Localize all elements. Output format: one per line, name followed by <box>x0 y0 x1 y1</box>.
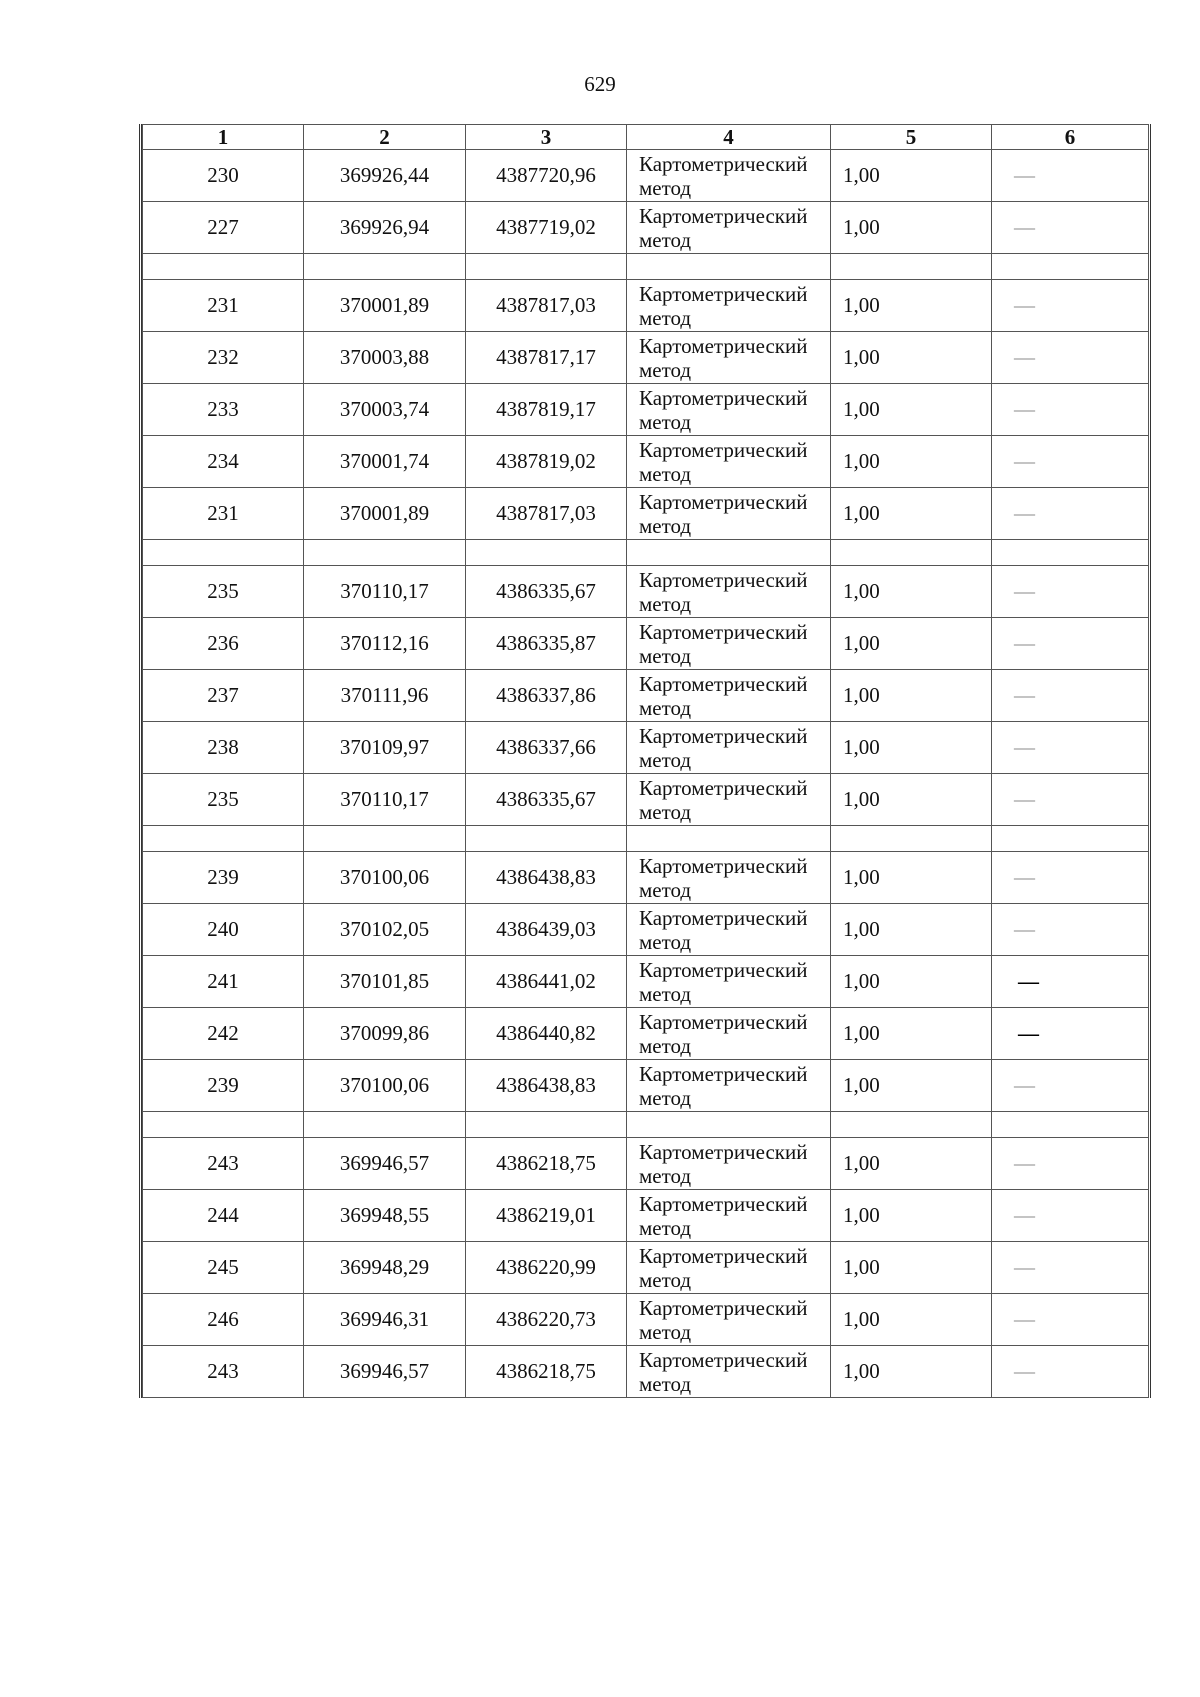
method-line-1: Картометрический <box>639 489 808 514</box>
coordinates-table-wrapper <box>139 124 1151 1398</box>
method-cell <box>627 566 831 618</box>
y-coordinate-cell: 4386337,66 <box>466 722 627 774</box>
x-coordinate-cell: 370001,89 <box>304 280 466 332</box>
accuracy-cell: 1,00 <box>831 150 992 202</box>
empty-cell <box>992 1112 1149 1138</box>
accuracy-cell: 1,00 <box>831 384 992 436</box>
x-coordinate-cell: 369926,94 <box>304 202 466 254</box>
spacer-row <box>143 254 1149 280</box>
note-cell: — <box>992 670 1149 722</box>
method-cell <box>627 618 831 670</box>
method-cell <box>627 1294 831 1346</box>
empty-cell <box>143 254 304 280</box>
table-body <box>143 150 1149 1398</box>
spacer-row <box>143 1112 1149 1138</box>
method-cell <box>627 1190 831 1242</box>
note-cell: — <box>992 566 1149 618</box>
table-row <box>143 1138 1149 1190</box>
method-cell <box>627 670 831 722</box>
x-coordinate-cell: 370111,96 <box>304 670 466 722</box>
method-line-1: Картометрический <box>639 1139 808 1164</box>
empty-cell <box>992 540 1149 566</box>
method-cell <box>627 436 831 488</box>
method-cell <box>627 280 831 332</box>
method-line-1: Картометрический <box>639 203 808 228</box>
y-coordinate-cell: 4386220,73 <box>466 1294 627 1346</box>
method-line-2: метод <box>639 929 692 954</box>
table-row <box>143 774 1149 826</box>
method-line-2: метод <box>639 409 692 434</box>
method-line-1: Картометрический <box>639 1191 808 1216</box>
y-coordinate-cell: 4386337,86 <box>466 670 627 722</box>
coordinates-table <box>142 124 1149 1398</box>
method-line-2: метод <box>639 1033 692 1058</box>
table-row <box>143 1190 1149 1242</box>
empty-cell <box>466 1112 627 1138</box>
x-coordinate-cell: 370100,06 <box>304 1060 466 1112</box>
empty-cell <box>831 826 992 852</box>
note-cell: — <box>992 1190 1149 1242</box>
note-cell: — <box>992 852 1149 904</box>
page-number: 629 <box>584 72 616 96</box>
method-line-2: метод <box>639 591 692 616</box>
method-cell <box>627 384 831 436</box>
point-number-cell: 239 <box>143 852 304 904</box>
accuracy-cell: 1,00 <box>831 488 992 540</box>
accuracy-cell: 1,00 <box>831 670 992 722</box>
table-row <box>143 1346 1149 1398</box>
point-number-cell: 243 <box>143 1346 304 1398</box>
method-cell <box>627 332 831 384</box>
method-line-2: метод <box>639 643 692 668</box>
accuracy-cell: 1,00 <box>831 722 992 774</box>
empty-cell <box>992 826 1149 852</box>
spacer-row <box>143 540 1149 566</box>
method-line-2: метод <box>639 1085 692 1110</box>
point-number-cell: 238 <box>143 722 304 774</box>
method-line-2: метод <box>639 799 692 824</box>
note-cell: — <box>992 1138 1149 1190</box>
y-coordinate-cell: 4387720,96 <box>466 150 627 202</box>
method-line-2: метод <box>639 981 692 1006</box>
header-cell: 4 <box>627 125 831 150</box>
accuracy-cell: 1,00 <box>831 852 992 904</box>
note-cell: — <box>992 1294 1149 1346</box>
table-row <box>143 722 1149 774</box>
point-number-cell: 239 <box>143 1060 304 1112</box>
table-row <box>143 488 1149 540</box>
method-line-1: Картометрический <box>639 385 808 410</box>
accuracy-cell: 1,00 <box>831 1346 992 1398</box>
method-line-2: метод <box>639 305 692 330</box>
method-cell <box>627 1008 831 1060</box>
point-number-cell: 234 <box>143 436 304 488</box>
accuracy-cell: 1,00 <box>831 436 992 488</box>
y-coordinate-cell: 4386220,99 <box>466 1242 627 1294</box>
method-line-1: Картометрический <box>639 1009 808 1034</box>
header-cell: 2 <box>304 125 466 150</box>
x-coordinate-cell: 370102,05 <box>304 904 466 956</box>
empty-cell <box>304 540 466 566</box>
x-coordinate-cell: 369948,55 <box>304 1190 466 1242</box>
point-number-cell: 231 <box>143 488 304 540</box>
method-cell <box>627 852 831 904</box>
empty-cell <box>304 826 466 852</box>
method-line-2: метод <box>639 1371 692 1396</box>
y-coordinate-cell: 4386441,02 <box>466 956 627 1008</box>
method-cell <box>627 774 831 826</box>
point-number-cell: 235 <box>143 774 304 826</box>
note-cell: — <box>992 1242 1149 1294</box>
table-row <box>143 332 1149 384</box>
table-row <box>143 670 1149 722</box>
empty-cell <box>304 254 466 280</box>
point-number-cell: 231 <box>143 280 304 332</box>
method-line-1: Картометрический <box>639 905 808 930</box>
note-cell: — <box>992 956 1149 1008</box>
y-coordinate-cell: 4386440,82 <box>466 1008 627 1060</box>
note-cell: — <box>992 332 1149 384</box>
accuracy-cell: 1,00 <box>831 1060 992 1112</box>
empty-cell <box>627 254 831 280</box>
note-cell: — <box>992 1008 1149 1060</box>
method-line-2: метод <box>639 1215 692 1240</box>
x-coordinate-cell: 370101,85 <box>304 956 466 1008</box>
empty-cell <box>831 540 992 566</box>
x-coordinate-cell: 369946,31 <box>304 1294 466 1346</box>
note-cell: — <box>992 384 1149 436</box>
y-coordinate-cell: 4386335,87 <box>466 618 627 670</box>
table-row <box>143 618 1149 670</box>
table-row <box>143 566 1149 618</box>
point-number-cell: 236 <box>143 618 304 670</box>
note-cell: — <box>992 1346 1149 1398</box>
header-cell: 3 <box>466 125 627 150</box>
empty-cell <box>466 254 627 280</box>
table-row <box>143 1008 1149 1060</box>
note-cell: — <box>992 280 1149 332</box>
point-number-cell: 241 <box>143 956 304 1008</box>
y-coordinate-cell: 4386439,03 <box>466 904 627 956</box>
x-coordinate-cell: 370100,06 <box>304 852 466 904</box>
method-cell <box>627 1138 831 1190</box>
x-coordinate-cell: 369948,29 <box>304 1242 466 1294</box>
x-coordinate-cell: 370110,17 <box>304 566 466 618</box>
method-line-1: Картометрический <box>639 853 808 878</box>
note-cell: — <box>992 202 1149 254</box>
x-coordinate-cell: 369946,57 <box>304 1346 466 1398</box>
empty-cell <box>143 1112 304 1138</box>
spacer-row <box>143 826 1149 852</box>
empty-cell <box>466 540 627 566</box>
accuracy-cell: 1,00 <box>831 774 992 826</box>
method-line-2: метод <box>639 357 692 382</box>
method-cell <box>627 1346 831 1398</box>
empty-cell <box>627 1112 831 1138</box>
y-coordinate-cell: 4387817,17 <box>466 332 627 384</box>
point-number-cell: 237 <box>143 670 304 722</box>
point-number-cell: 240 <box>143 904 304 956</box>
method-cell <box>627 150 831 202</box>
method-line-2: метод <box>639 1319 692 1344</box>
method-line-2: метод <box>639 695 692 720</box>
method-line-1: Картометрический <box>639 957 808 982</box>
method-line-2: метод <box>639 1267 692 1292</box>
x-coordinate-cell: 369926,44 <box>304 150 466 202</box>
point-number-cell: 233 <box>143 384 304 436</box>
method-line-1: Картометрический <box>639 775 808 800</box>
method-line-1: Картометрический <box>639 151 808 176</box>
method-line-2: метод <box>639 227 692 252</box>
accuracy-cell: 1,00 <box>831 1294 992 1346</box>
y-coordinate-cell: 4386218,75 <box>466 1346 627 1398</box>
accuracy-cell: 1,00 <box>831 332 992 384</box>
method-cell <box>627 956 831 1008</box>
table-row <box>143 202 1149 254</box>
table-row <box>143 1242 1149 1294</box>
y-coordinate-cell: 4386218,75 <box>466 1138 627 1190</box>
empty-cell <box>627 826 831 852</box>
method-line-1: Картометрический <box>639 619 808 644</box>
note-cell: — <box>992 904 1149 956</box>
accuracy-cell: 1,00 <box>831 280 992 332</box>
table-row <box>143 150 1149 202</box>
point-number-cell: 246 <box>143 1294 304 1346</box>
y-coordinate-cell: 4386335,67 <box>466 774 627 826</box>
y-coordinate-cell: 4386335,67 <box>466 566 627 618</box>
table-row <box>143 1060 1149 1112</box>
accuracy-cell: 1,00 <box>831 956 992 1008</box>
accuracy-cell: 1,00 <box>831 618 992 670</box>
method-line-1: Картометрический <box>639 437 808 462</box>
y-coordinate-cell: 4387819,17 <box>466 384 627 436</box>
x-coordinate-cell: 370001,74 <box>304 436 466 488</box>
method-line-2: метод <box>639 877 692 902</box>
method-cell <box>627 1060 831 1112</box>
x-coordinate-cell: 369946,57 <box>304 1138 466 1190</box>
point-number-cell: 230 <box>143 150 304 202</box>
y-coordinate-cell: 4387817,03 <box>466 280 627 332</box>
accuracy-cell: 1,00 <box>831 1008 992 1060</box>
accuracy-cell: 1,00 <box>831 202 992 254</box>
accuracy-cell: 1,00 <box>831 1242 992 1294</box>
table-row <box>143 956 1149 1008</box>
empty-cell <box>143 540 304 566</box>
method-cell <box>627 904 831 956</box>
method-line-2: метод <box>639 175 692 200</box>
method-cell <box>627 1242 831 1294</box>
x-coordinate-cell: 370110,17 <box>304 774 466 826</box>
accuracy-cell: 1,00 <box>831 566 992 618</box>
header-cell: 5 <box>831 125 992 150</box>
y-coordinate-cell: 4386438,83 <box>466 852 627 904</box>
header-row <box>143 125 1149 150</box>
empty-cell <box>143 826 304 852</box>
empty-cell <box>466 826 627 852</box>
point-number-cell: 242 <box>143 1008 304 1060</box>
y-coordinate-cell: 4386219,01 <box>466 1190 627 1242</box>
method-line-1: Картометрический <box>639 567 808 592</box>
empty-cell <box>831 1112 992 1138</box>
x-coordinate-cell: 370003,88 <box>304 332 466 384</box>
table-row <box>143 852 1149 904</box>
table-row <box>143 1294 1149 1346</box>
point-number-cell: 245 <box>143 1242 304 1294</box>
x-coordinate-cell: 370001,89 <box>304 488 466 540</box>
x-coordinate-cell: 370099,86 <box>304 1008 466 1060</box>
empty-cell <box>627 540 831 566</box>
method-line-2: метод <box>639 747 692 772</box>
y-coordinate-cell: 4387819,02 <box>466 436 627 488</box>
method-line-1: Картометрический <box>639 1295 808 1320</box>
note-cell: — <box>992 1060 1149 1112</box>
table-row <box>143 280 1149 332</box>
table-row <box>143 904 1149 956</box>
y-coordinate-cell: 4387719,02 <box>466 202 627 254</box>
x-coordinate-cell: 370112,16 <box>304 618 466 670</box>
point-number-cell: 235 <box>143 566 304 618</box>
method-line-1: Картометрический <box>639 1243 808 1268</box>
method-cell <box>627 488 831 540</box>
method-line-2: метод <box>639 513 692 538</box>
method-cell <box>627 722 831 774</box>
method-line-1: Картометрический <box>639 1061 808 1086</box>
point-number-cell: 244 <box>143 1190 304 1242</box>
x-coordinate-cell: 370003,74 <box>304 384 466 436</box>
point-number-cell: 227 <box>143 202 304 254</box>
empty-cell <box>304 1112 466 1138</box>
method-line-1: Картометрический <box>639 723 808 748</box>
accuracy-cell: 1,00 <box>831 1138 992 1190</box>
note-cell: — <box>992 488 1149 540</box>
table-row <box>143 384 1149 436</box>
x-coordinate-cell: 370109,97 <box>304 722 466 774</box>
y-coordinate-cell: 4387817,03 <box>466 488 627 540</box>
method-line-1: Картометрический <box>639 281 808 306</box>
note-cell: — <box>992 774 1149 826</box>
note-cell: — <box>992 618 1149 670</box>
accuracy-cell: 1,00 <box>831 1190 992 1242</box>
note-cell: — <box>992 150 1149 202</box>
method-line-2: метод <box>639 1163 692 1188</box>
note-cell: — <box>992 436 1149 488</box>
method-line-1: Картометрический <box>639 1347 808 1372</box>
method-line-1: Картометрический <box>639 333 808 358</box>
table-row <box>143 436 1149 488</box>
empty-cell <box>831 254 992 280</box>
point-number-cell: 232 <box>143 332 304 384</box>
header-cell: 6 <box>992 125 1149 150</box>
point-number-cell: 243 <box>143 1138 304 1190</box>
method-line-1: Картометрический <box>639 671 808 696</box>
empty-cell <box>992 254 1149 280</box>
y-coordinate-cell: 4386438,83 <box>466 1060 627 1112</box>
method-cell <box>627 202 831 254</box>
note-cell: — <box>992 722 1149 774</box>
method-line-2: метод <box>639 461 692 486</box>
accuracy-cell: 1,00 <box>831 904 992 956</box>
header-cell: 1 <box>143 125 304 150</box>
